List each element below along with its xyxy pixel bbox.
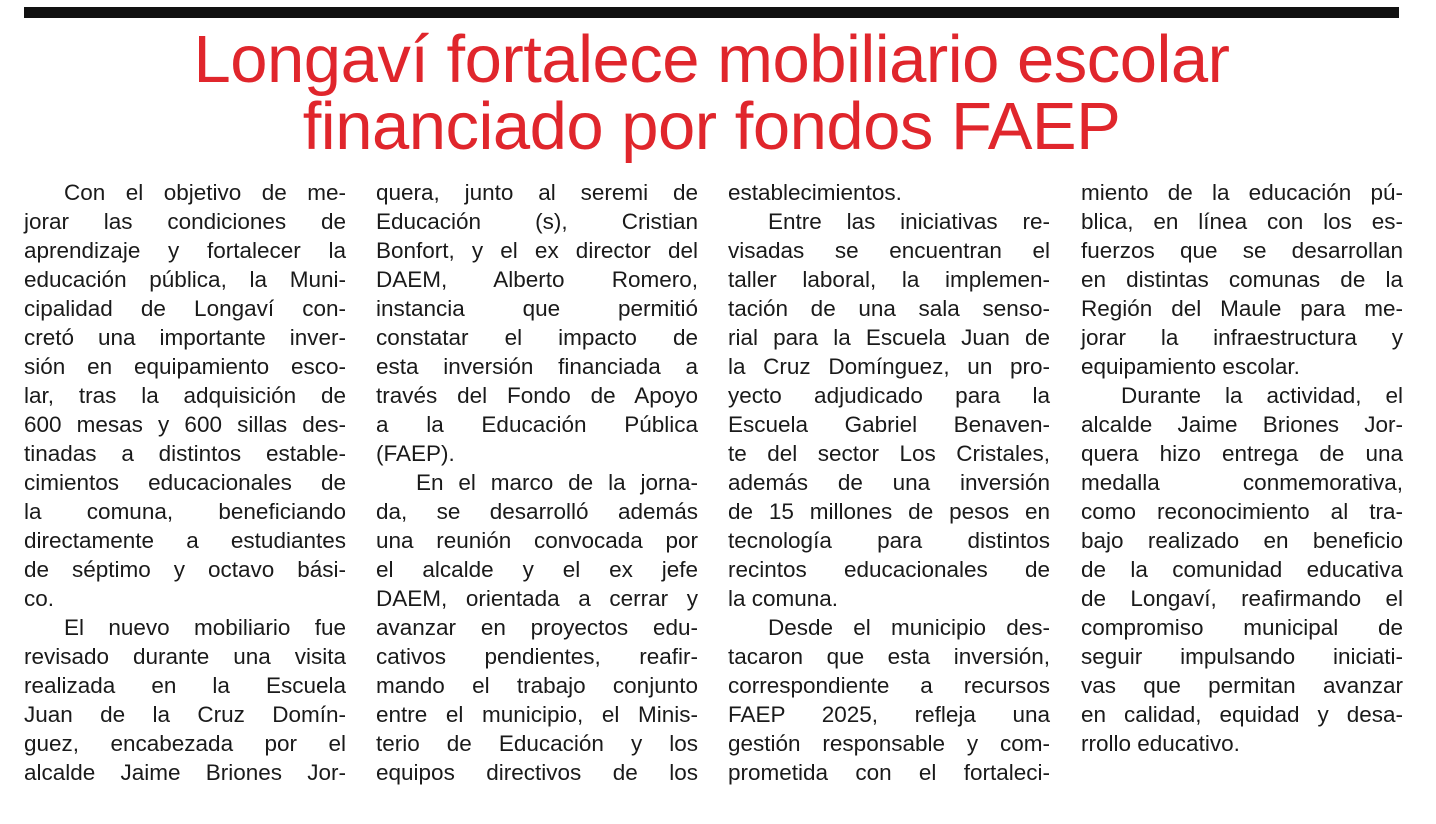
text-line: sión en equipamiento esco- xyxy=(24,354,346,379)
text-line: prometida con el fortaleci- xyxy=(728,760,1050,785)
text-line: cipalidad de Longaví con- xyxy=(24,296,346,321)
text-line: quera, junto al seremi de xyxy=(376,180,698,205)
article-body xyxy=(24,178,1409,818)
text-line: realizada en la Escuela xyxy=(24,673,346,698)
text-line: El nuevo mobiliario fue xyxy=(64,615,346,640)
text-line: revisado durante una visita xyxy=(24,644,346,669)
text-line: la comuna. xyxy=(728,586,839,611)
text-line: Durante la actividad, el xyxy=(1121,383,1403,408)
text-line: lar, tras la adquisición de xyxy=(24,383,346,408)
text-line: da, se desarrolló además xyxy=(376,499,698,524)
text-line: alcalde Jaime Briones Jor- xyxy=(24,760,346,785)
text-line: equipamiento escolar. xyxy=(1081,354,1300,379)
text-line: medalla conmemorativa, xyxy=(1081,470,1403,495)
text-line: En el marco de la jorna- xyxy=(416,470,698,495)
text-line: yecto adjudicado para la xyxy=(728,383,1050,408)
text-line: tinadas a distintos estable- xyxy=(24,441,346,466)
text-line: correspondiente a recursos xyxy=(728,673,1050,698)
text-line: rial para la Escuela Juan de xyxy=(728,325,1050,350)
text-line: DAEM, Alberto Romero, xyxy=(376,267,698,292)
text-line: mando el trabajo conjunto xyxy=(376,673,698,698)
text-line: taller laboral, la implemen- xyxy=(728,267,1050,292)
text-line: 600 mesas y 600 sillas des- xyxy=(24,412,346,437)
text-line: la comuna, beneficiando xyxy=(24,499,346,524)
text-line: Escuela Gabriel Benaven- xyxy=(728,412,1050,437)
text-line: una reunión convocada por xyxy=(376,528,698,553)
text-line: de séptimo y octavo bási- xyxy=(24,557,346,582)
text-line: te del sector Los Cristales, xyxy=(728,441,1050,466)
text-line: cretó una importante inver- xyxy=(24,325,346,350)
text-line: bajo realizado en beneficio xyxy=(1081,528,1403,553)
headline-line-1: Longaví fortalece mobiliario escolar xyxy=(193,22,1230,97)
text-line: de 15 millones de pesos en xyxy=(728,499,1050,524)
text-line: en distintas comunas de la xyxy=(1081,267,1403,292)
text-line: instancia que permitió xyxy=(376,296,698,321)
text-line: compromiso municipal de xyxy=(1081,615,1403,640)
text-line: Desde el municipio des- xyxy=(768,615,1050,640)
text-line: cimientos educacionales de xyxy=(24,470,346,495)
text-line: aprendizaje y fortalecer la xyxy=(24,238,346,263)
text-line: de la comunidad educativa xyxy=(1081,557,1403,582)
column-4 xyxy=(1081,178,1403,758)
headline xyxy=(24,22,1399,164)
text-line: alcalde Jaime Briones Jor- xyxy=(1081,412,1403,437)
text-line: Con el objetivo de me- xyxy=(64,180,346,205)
column-2 xyxy=(376,178,698,787)
text-line: recintos educacionales de xyxy=(728,557,1050,582)
text-line: en calidad, equidad y desa- xyxy=(1081,702,1403,727)
text-line: tacaron que esta inversión, xyxy=(728,644,1050,669)
text-line: de Longaví, reafirmando el xyxy=(1081,586,1403,611)
text-line: terio de Educación y los xyxy=(376,731,698,756)
text-line: Entre las iniciativas re- xyxy=(768,209,1050,234)
text-line: constatar el impacto de xyxy=(376,325,698,350)
column-3 xyxy=(728,178,1050,787)
text-line: fuerzos que se desarrollan xyxy=(1081,238,1403,263)
text-line: seguir impulsando iniciati- xyxy=(1081,644,1403,669)
top-rule xyxy=(24,7,1399,18)
headline-line-2: financiado por fondos FAEP xyxy=(302,89,1121,164)
text-line: gestión responsable y com- xyxy=(728,731,1050,756)
text-line: educación pública, la Muni- xyxy=(24,267,346,292)
text-line: visadas se encuentran el xyxy=(728,238,1050,263)
text-line: Educación (s), Cristian xyxy=(376,209,698,234)
text-line: directamente a estudiantes xyxy=(24,528,346,553)
text-line: miento de la educación pú- xyxy=(1081,180,1403,205)
text-line: entre el municipio, el Minis- xyxy=(376,702,698,727)
column-1 xyxy=(24,178,346,787)
text-line: equipos directivos de los xyxy=(376,760,698,785)
text-line: esta inversión financiada a xyxy=(376,354,698,379)
text-line: Juan de la Cruz Domín- xyxy=(24,702,346,727)
text-line: (FAEP). xyxy=(376,441,455,466)
text-line: DAEM, orientada a cerrar y xyxy=(376,586,698,611)
text-line: tecnología para distintos xyxy=(728,528,1050,553)
text-line: jorar las condiciones de xyxy=(24,209,346,234)
text-line: cativos pendientes, reafir- xyxy=(376,644,698,669)
text-line: través del Fondo de Apoyo xyxy=(376,383,698,408)
text-line: a la Educación Pública xyxy=(376,412,698,437)
text-line: tación de una sala senso- xyxy=(728,296,1050,321)
text-line: Región del Maule para me- xyxy=(1081,296,1403,321)
text-line: Bonfort, y el ex director del xyxy=(376,238,698,263)
text-line: jorar la infraestructura y xyxy=(1081,325,1403,350)
text-line: la Cruz Domínguez, un pro- xyxy=(728,354,1050,379)
text-line: FAEP 2025, refleja una xyxy=(728,702,1050,727)
text-line: rrollo educativo. xyxy=(1081,731,1240,756)
text-line: blica, en línea con los es- xyxy=(1081,209,1403,234)
text-line: quera hizo entrega de una xyxy=(1081,441,1403,466)
text-line: establecimientos. xyxy=(728,180,902,205)
text-line: además de una inversión xyxy=(728,470,1050,495)
text-line: guez, encabezada por el xyxy=(24,731,346,756)
text-line: avanzar en proyectos edu- xyxy=(376,615,698,640)
text-line: vas que permitan avanzar xyxy=(1081,673,1403,698)
text-line: co. xyxy=(24,586,55,611)
text-line: el alcalde y el ex jefe xyxy=(376,557,698,582)
text-line: como reconocimiento al tra- xyxy=(1081,499,1403,524)
